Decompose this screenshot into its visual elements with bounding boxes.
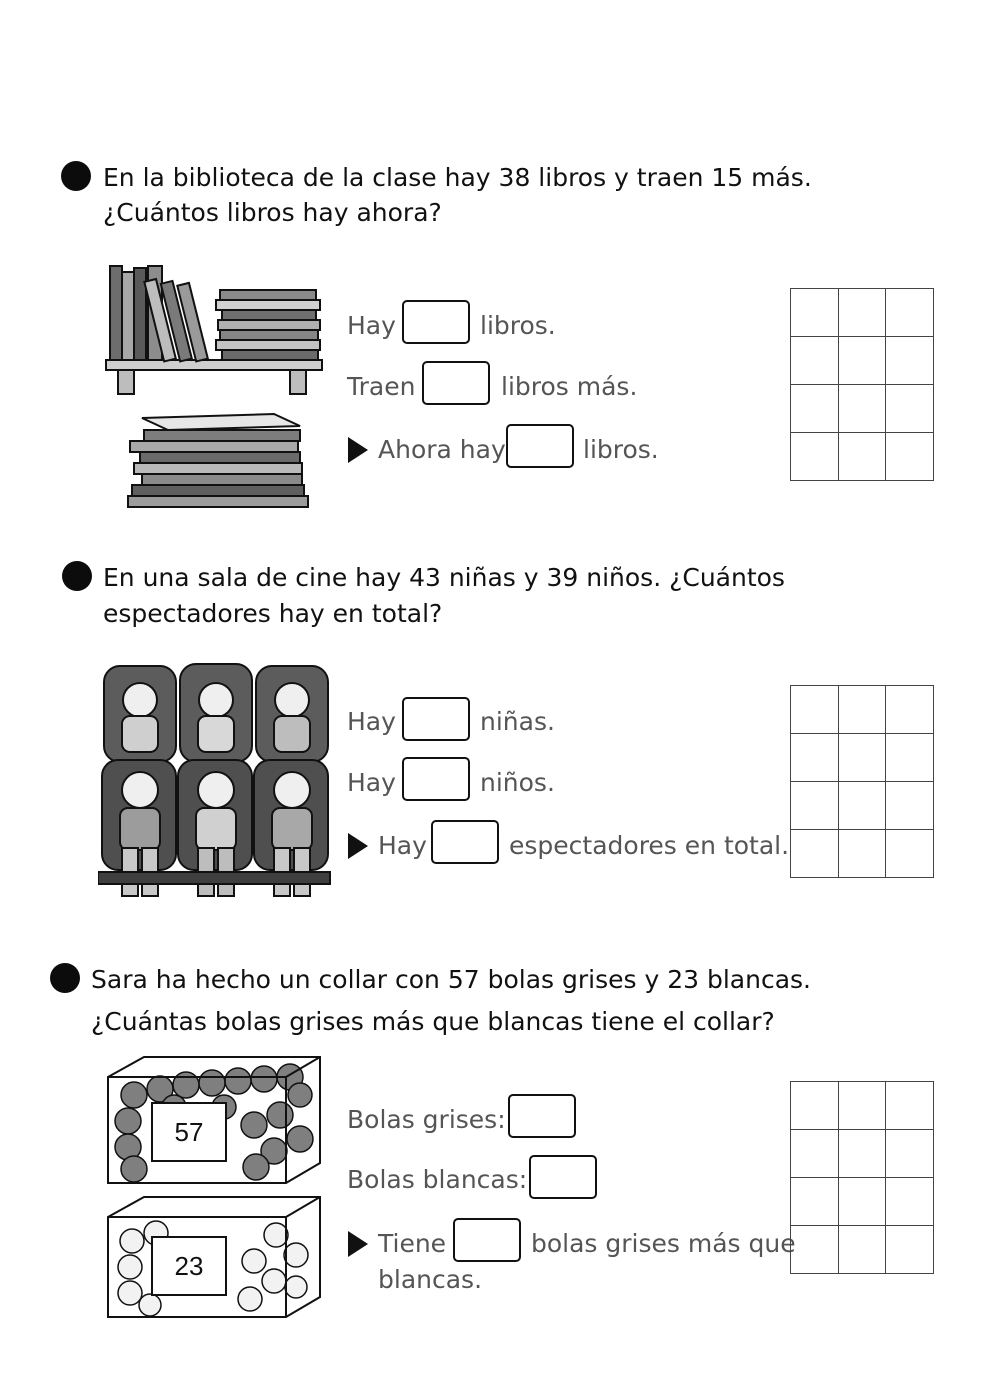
question-text: Sara ha hecho un collar con 57 bolas grises y 23 blancas.	[91, 965, 811, 994]
grid-cell[interactable]	[791, 337, 839, 385]
line-bolas-grises: Bolas grises:	[347, 1105, 506, 1134]
grid-cell[interactable]	[838, 1082, 886, 1130]
grid-cell[interactable]	[838, 686, 886, 734]
grid-cell[interactable]	[838, 830, 886, 878]
answer-box[interactable]	[453, 1218, 521, 1262]
line-espectadores: espectadores en total.	[509, 831, 790, 860]
line-hay-result: Hay	[378, 831, 427, 860]
line-hay: Hay	[347, 311, 396, 340]
calculation-grid	[790, 288, 934, 481]
grid-cell[interactable]	[886, 1082, 934, 1130]
line-tiene: Tiene	[378, 1229, 447, 1258]
line-libros: libros.	[480, 311, 556, 340]
bullet-icon	[62, 561, 92, 591]
question-text: En una sala de cine hay 43 niñas y 39 niños. ¿Cuántos	[103, 563, 785, 592]
bookshelf-illustration	[104, 262, 326, 398]
arrow-right-icon	[348, 833, 368, 859]
grid-cell[interactable]	[886, 782, 934, 830]
grid-cell[interactable]	[791, 1178, 839, 1226]
grid-cell[interactable]	[791, 686, 839, 734]
answer-box[interactable]	[422, 361, 490, 405]
arrow-right-icon	[348, 1231, 368, 1257]
line-bolas-blancas: Bolas blancas:	[347, 1165, 528, 1194]
grid-cell[interactable]	[838, 433, 886, 481]
grid-cell[interactable]	[838, 289, 886, 337]
grid-cell[interactable]	[791, 1130, 839, 1178]
answer-box[interactable]	[506, 424, 574, 468]
grid-cell[interactable]	[886, 1178, 934, 1226]
grid-cell[interactable]	[838, 1130, 886, 1178]
answer-box[interactable]	[529, 1155, 597, 1199]
grid-cell[interactable]	[886, 337, 934, 385]
question-text: ¿Cuántas bolas grises más que blancas tiene el collar?	[91, 1007, 775, 1036]
grid-cell[interactable]	[886, 734, 934, 782]
grid-cell[interactable]	[886, 385, 934, 433]
line-bolas-grises-mas-que: bolas grises más que	[531, 1229, 796, 1258]
question-text: En la biblioteca de la clase hay 38 libros y traen 15 más.	[103, 163, 812, 192]
line-ninas: niñas.	[480, 707, 555, 736]
bullet-icon	[50, 963, 80, 993]
line-traen: Traen	[347, 372, 416, 401]
calculation-grid	[790, 1081, 934, 1274]
grid-cell[interactable]	[886, 1130, 934, 1178]
arrow-right-icon	[348, 437, 368, 463]
grid-cell[interactable]	[791, 1226, 839, 1274]
gray-balls-box-illustration	[104, 1055, 324, 1185]
grid-cell[interactable]	[886, 1226, 934, 1274]
question-text: espectadores hay en total?	[103, 599, 443, 628]
question-text: ¿Cuántos libros hay ahora?	[103, 198, 442, 227]
line-ninos: niños.	[480, 768, 555, 797]
grid-cell[interactable]	[838, 734, 886, 782]
bullet-icon	[61, 161, 91, 191]
line-libros-result: libros.	[583, 435, 659, 464]
line-libros-mas: libros más.	[501, 372, 638, 401]
grid-cell[interactable]	[791, 433, 839, 481]
grid-cell[interactable]	[886, 289, 934, 337]
line-hay: Hay	[347, 768, 396, 797]
white-balls-box-illustration	[104, 1195, 324, 1320]
grid-cell[interactable]	[838, 337, 886, 385]
white-box-label: 23	[174, 1251, 204, 1281]
grid-cell[interactable]	[838, 1178, 886, 1226]
grid-cell[interactable]	[886, 433, 934, 481]
grid-cell[interactable]	[791, 289, 839, 337]
book-stack-illustration	[124, 412, 312, 510]
answer-box[interactable]	[431, 820, 499, 864]
grid-cell[interactable]	[838, 782, 886, 830]
calculation-grid	[790, 685, 934, 878]
grid-cell[interactable]	[791, 385, 839, 433]
cinema-children-illustration	[98, 660, 332, 912]
grid-cell[interactable]	[791, 1082, 839, 1130]
line-hay: Hay	[347, 707, 396, 736]
grid-cell[interactable]	[838, 385, 886, 433]
grid-cell[interactable]	[838, 1226, 886, 1274]
line-blancas: blancas.	[378, 1265, 483, 1294]
answer-box[interactable]	[402, 757, 470, 801]
grid-cell[interactable]	[791, 734, 839, 782]
line-ahora-hay: Ahora hay	[378, 435, 506, 464]
answer-box[interactable]	[402, 300, 470, 344]
grid-cell[interactable]	[886, 830, 934, 878]
answer-box[interactable]	[402, 697, 470, 741]
grid-cell[interactable]	[791, 830, 839, 878]
grid-cell[interactable]	[791, 782, 839, 830]
answer-box[interactable]	[508, 1094, 576, 1138]
gray-box-label: 57	[174, 1117, 204, 1147]
grid-cell[interactable]	[886, 686, 934, 734]
